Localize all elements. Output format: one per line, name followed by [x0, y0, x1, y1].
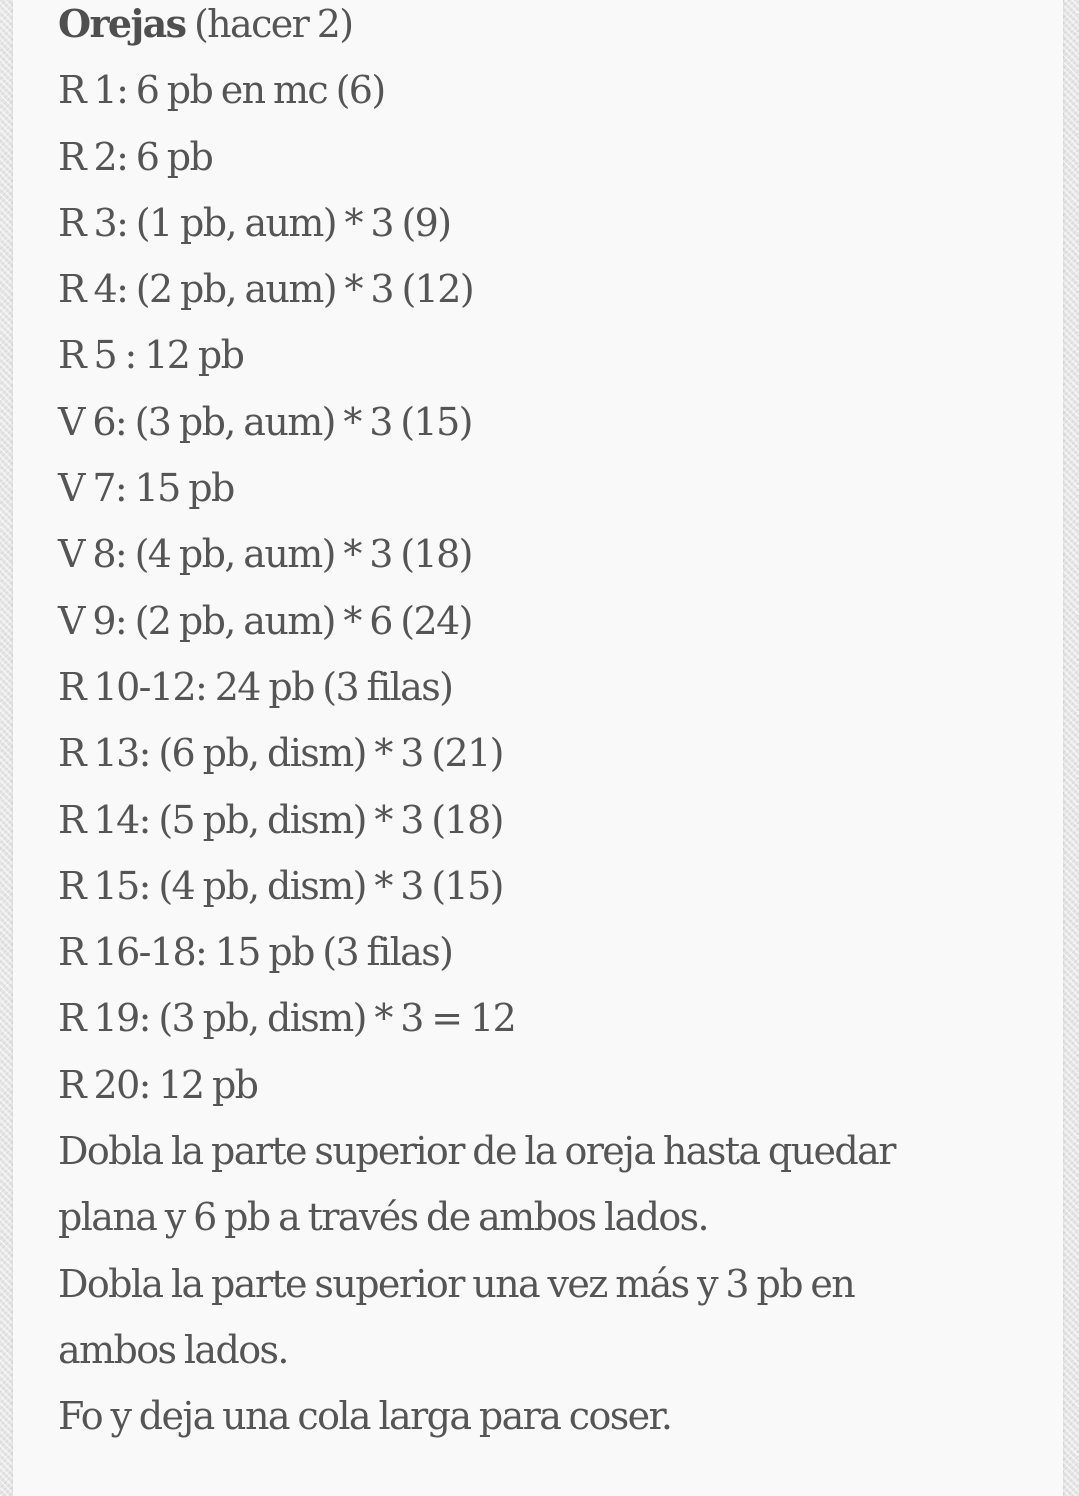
section-note: (hacer 2) — [193, 2, 353, 46]
pattern-text — [58, 0, 1048, 1450]
round-line: R 14: (5 pb, dism) * 3 (18) — [58, 797, 503, 842]
instruction-line: Dobla la parte superior una vez más y 3 pb en — [58, 1261, 855, 1306]
round-line: R 3: (1 pb, aum) * 3 (9) — [58, 200, 451, 245]
section-heading — [58, 0, 1048, 57]
section-title: Orejas — [58, 1, 186, 46]
round-line: R 19: (3 pb, dism) * 3 = 12 — [58, 996, 516, 1041]
round-line: V 7: 15 pb — [58, 466, 234, 511]
instruction-line: plana y 6 pb a través de ambos lados. — [58, 1195, 708, 1240]
round-line: V 8: (4 pb, aum) * 3 (18) — [58, 532, 472, 577]
round-line: R 13: (6 pb, dism) * 3 (21) — [58, 731, 503, 776]
round-line: R 20: 12 pb — [58, 1062, 258, 1107]
round-line: R 1: 6 pb en mc (6) — [58, 68, 385, 113]
round-line: R 2: 6 pb — [58, 134, 213, 179]
round-line: R 16-18: 15 pb (3 filas) — [58, 930, 453, 975]
instruction-line: Fo y deja una cola larga para coser. — [58, 1394, 672, 1439]
round-line: R 15: (4 pb, dism) * 3 (15) — [58, 863, 503, 908]
instruction-line: ambos lados. — [58, 1327, 288, 1372]
round-line: R 10-12: 24 pb (3 filas) — [58, 664, 453, 709]
round-line: V 6: (3 pb, aum) * 3 (15) — [58, 399, 472, 444]
round-line: R 4: (2 pb, aum) * 3 (12) — [58, 267, 474, 312]
round-line: V 9: (2 pb, aum) * 6 (24) — [58, 598, 472, 643]
round-line: R 5 : 12 pb — [58, 333, 244, 378]
instruction-line: Dobla la parte superior de la oreja hasta quedar — [58, 1129, 895, 1174]
